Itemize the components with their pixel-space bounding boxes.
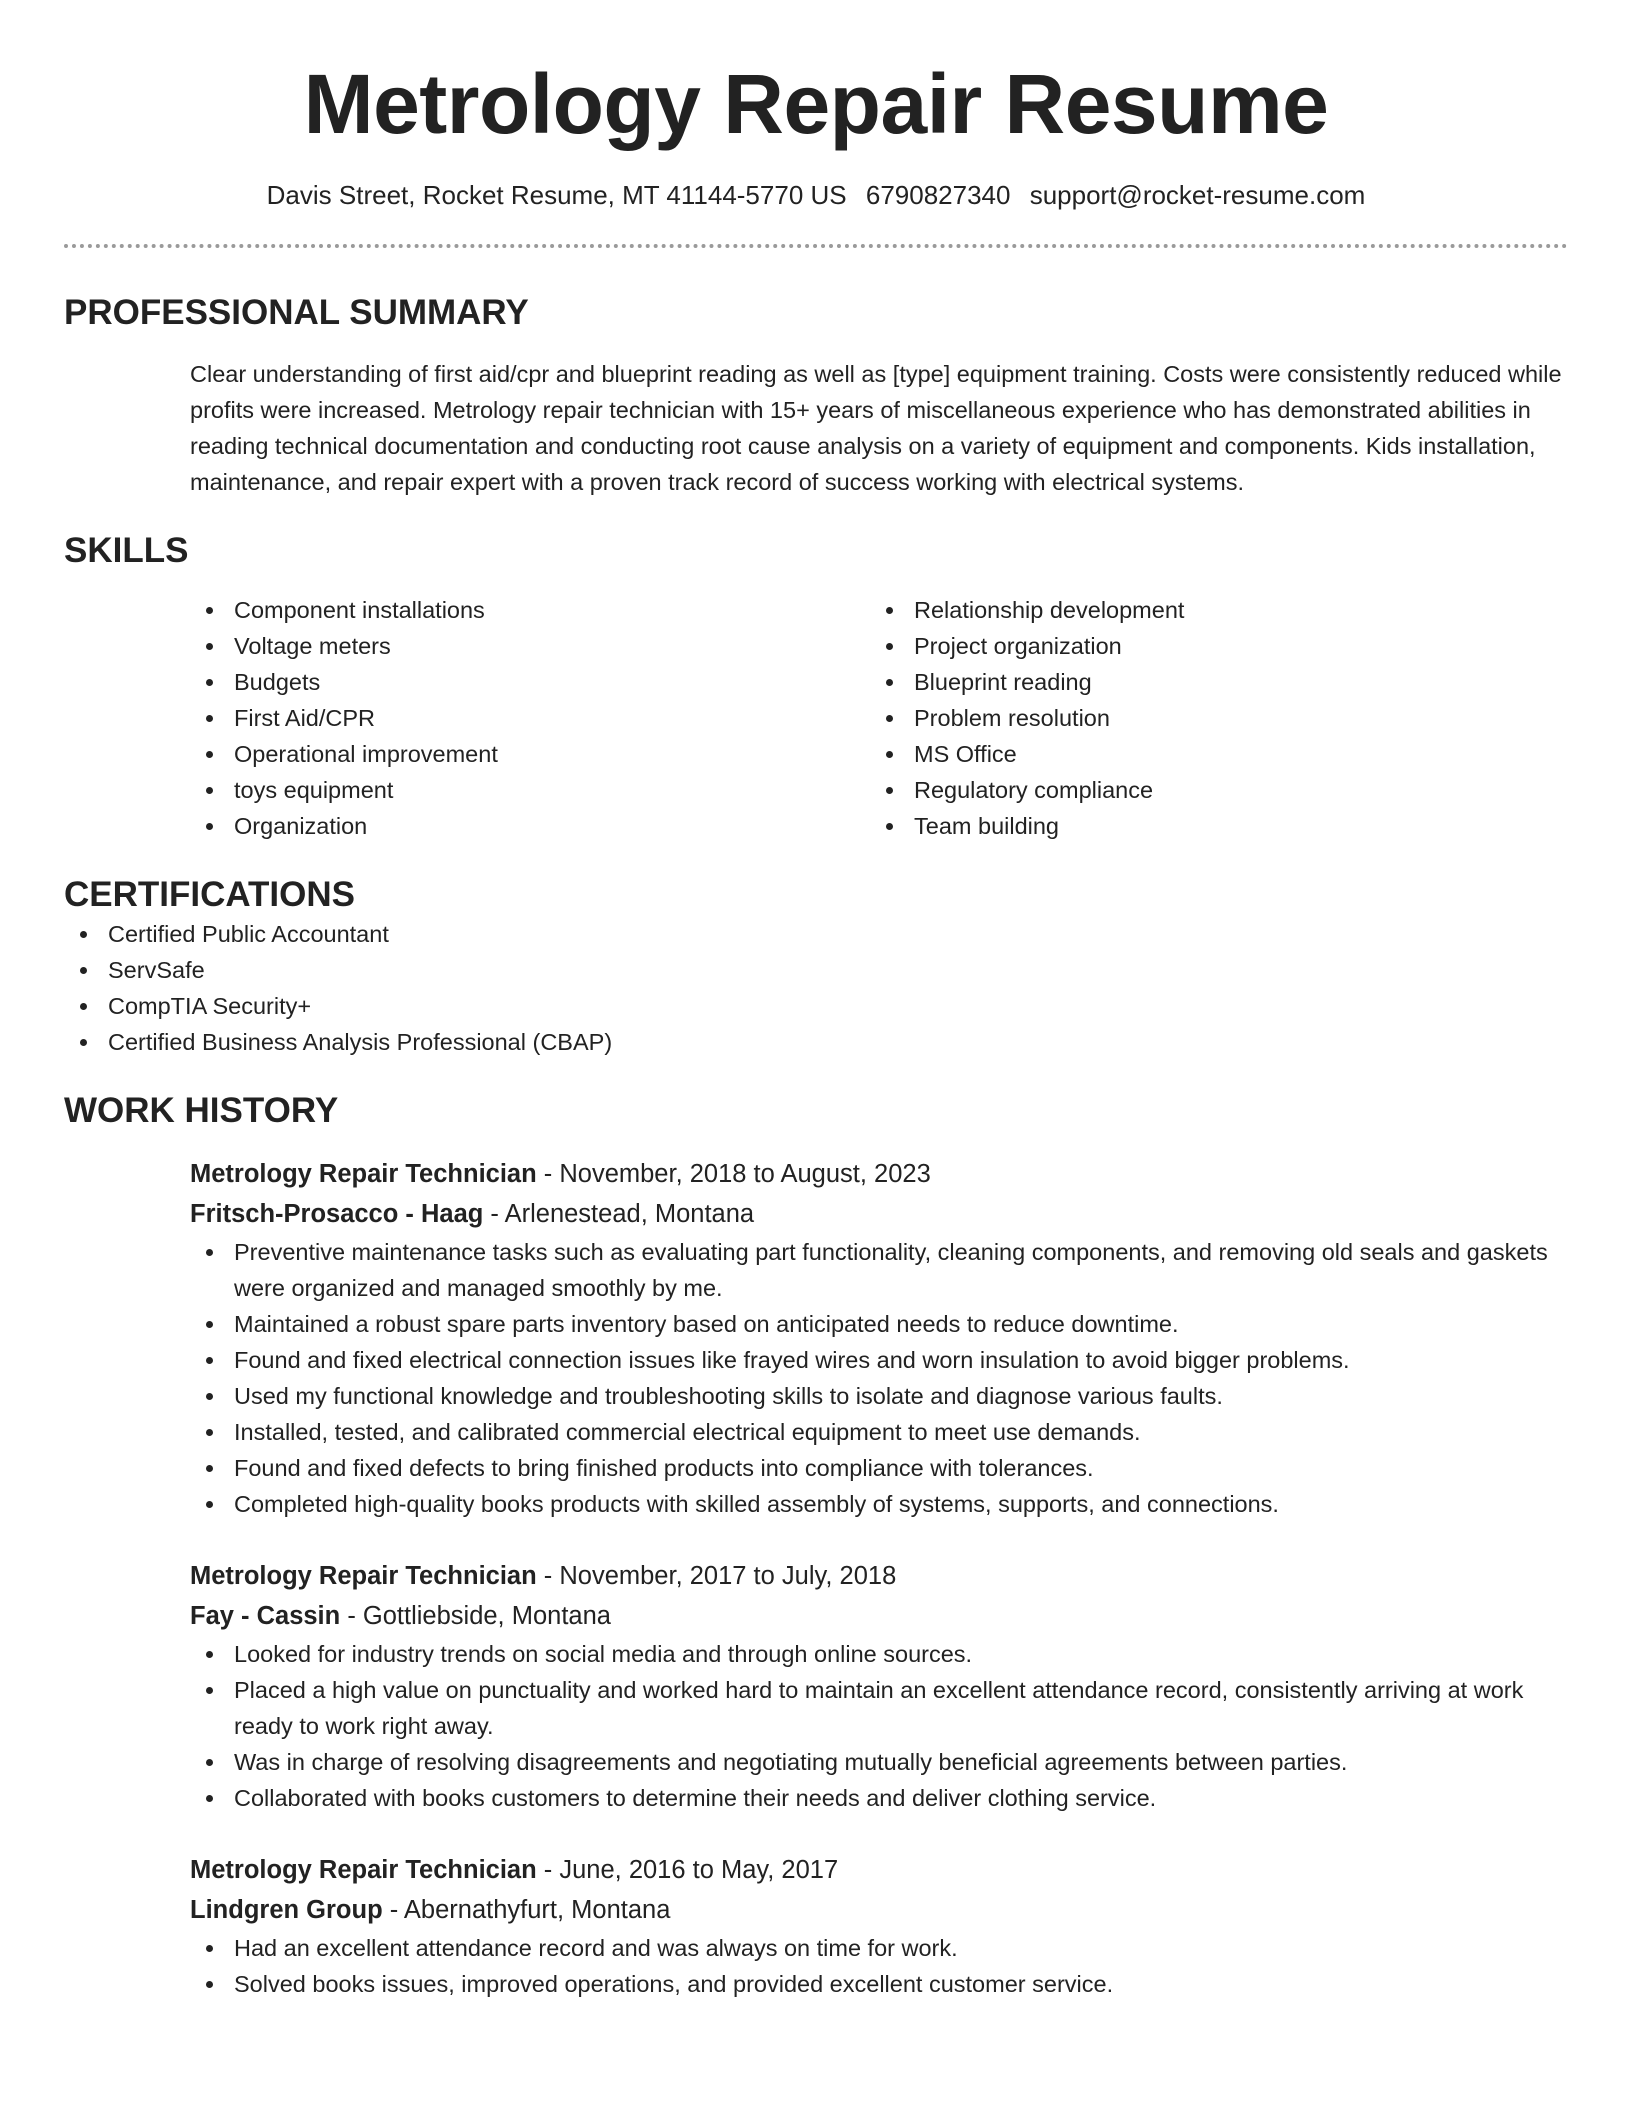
- contact-phone: 6790827340: [865, 180, 1011, 210]
- job-duty-item: Looked for industry trends on social media and through online sources.: [190, 1636, 1568, 1672]
- certification-item: Certified Business Analysis Professional (CBAP): [64, 1024, 1568, 1060]
- job-duties-list: [190, 1636, 1568, 1816]
- job-duty-item: Was in charge of resolving disagreements and negotiating mutually beneficial agreements between parties.: [190, 1744, 1568, 1780]
- skill-item: Budgets: [190, 664, 870, 700]
- section-skills: [64, 530, 1568, 844]
- section-certifications: [64, 874, 1568, 1060]
- section-title-summary: PROFESSIONAL SUMMARY: [64, 293, 529, 332]
- job-duty-item: Found and fixed defects to bring finished products into compliance with tolerances.: [190, 1450, 1568, 1486]
- contact-email: support@rocket-resume.com: [1029, 180, 1366, 210]
- job-location: - Arlenestead, Montana: [483, 1200, 755, 1228]
- job-company: Fritsch-Prosacco - Haag: [190, 1200, 484, 1228]
- job-dates: - November, 2018 to August, 2023: [536, 1160, 931, 1188]
- skill-item: Voltage meters: [190, 628, 870, 664]
- skill-item: MS Office: [870, 736, 1550, 772]
- skill-item: First Aid/CPR: [190, 700, 870, 736]
- job-entry: [190, 1850, 1568, 2002]
- job-location: - Gottliebside, Montana: [340, 1602, 611, 1630]
- job-entry: [190, 1556, 1568, 1816]
- job-role: Metrology Repair Technician: [190, 1160, 537, 1188]
- job-location: - Abernathyfurt, Montana: [382, 1896, 671, 1924]
- resume-title: Metrology Repair Resume: [303, 57, 1329, 151]
- section-title-work-history: WORK HISTORY: [64, 1091, 339, 1130]
- certification-item: Certified Public Accountant: [64, 916, 1568, 952]
- skill-item: Blueprint reading: [870, 664, 1550, 700]
- skills-list-right: [870, 592, 1550, 844]
- job-duty-item: Solved books issues, improved operations, and provided excellent customer service.: [190, 1966, 1568, 2002]
- certification-item: ServSafe: [64, 952, 1568, 988]
- section-title-certifications: CERTIFICATIONS: [64, 875, 356, 914]
- contact-line: [64, 178, 1568, 212]
- job-dates: - June, 2016 to May, 2017: [536, 1856, 839, 1884]
- skill-item: Regulatory compliance: [870, 772, 1550, 808]
- skills-column-right: [870, 592, 1550, 844]
- job-role: Metrology Repair Technician: [190, 1856, 537, 1884]
- contact-address: Davis Street, Rocket Resume, MT 41144-5770 US: [266, 180, 847, 210]
- certifications-list: [64, 916, 1568, 1060]
- job-duty-item: Placed a high value on punctuality and worked hard to maintain an excellent attendance record, consistently arriving at work ready to work right away.: [190, 1672, 1568, 1744]
- job-company: Lindgren Group: [190, 1896, 383, 1924]
- job-title-line: [190, 1556, 1568, 1596]
- job-duty-item: Used my functional knowledge and troubleshooting skills to isolate and diagnose various faults.: [190, 1378, 1568, 1414]
- job-duty-item: Completed high-quality books products with skilled assembly of systems, supports, and connections.: [190, 1486, 1568, 1522]
- skill-item: toys equipment: [190, 772, 870, 808]
- summary-text: Clear understanding of first aid/cpr and blueprint reading as well as [type] equipment training. Costs were consistently reduced while profits were increased. Metrology repair technician with 15+ years of miscellaneous experience who has demonstrated abilities in reading technical documentation and conducting root cause analysis on a variety of equipment and components. Kids installation, maintenance, and repair expert with a proven track record of success working with electrical systems.: [190, 361, 1562, 495]
- section-title-skills: SKILLS: [64, 531, 189, 570]
- section-professional-summary: [64, 292, 1568, 500]
- skills-grid: [190, 592, 1568, 844]
- job-title-line: [190, 1850, 1568, 1890]
- header-divider: [64, 244, 1568, 248]
- skill-item: Project organization: [870, 628, 1550, 664]
- skill-item: Organization: [190, 808, 870, 844]
- job-duty-item: Found and fixed electrical connection issues like frayed wires and worn insulation to avoid bigger problems.: [190, 1342, 1568, 1378]
- skill-item: Relationship development: [870, 592, 1550, 628]
- job-duty-item: Installed, tested, and calibrated commercial electrical equipment to meet use demands.: [190, 1414, 1568, 1450]
- job-company: Fay - Cassin: [190, 1602, 341, 1630]
- section-work-history: [64, 1090, 1568, 2002]
- skills-list-left: [190, 592, 870, 844]
- job-company-line: [190, 1890, 1568, 1930]
- job-duty-item: Had an excellent attendance record and was always on time for work.: [190, 1930, 1568, 1966]
- job-duties-list: [190, 1930, 1568, 2002]
- job-duty-item: Maintained a robust spare parts inventory based on anticipated needs to reduce downtime.: [190, 1306, 1568, 1342]
- job-dates: - November, 2017 to July, 2018: [536, 1562, 897, 1590]
- job-entry: [190, 1154, 1568, 1522]
- skill-item: Operational improvement: [190, 736, 870, 772]
- skill-item: Problem resolution: [870, 700, 1550, 736]
- job-duties-list: [190, 1234, 1568, 1522]
- skills-column-left: [190, 592, 870, 844]
- job-role: Metrology Repair Technician: [190, 1562, 537, 1590]
- job-company-line: [190, 1596, 1568, 1636]
- job-duty-item: Collaborated with books customers to determine their needs and deliver clothing service.: [190, 1780, 1568, 1816]
- certification-item: CompTIA Security+: [64, 988, 1568, 1024]
- job-duty-item: Preventive maintenance tasks such as evaluating part functionality, cleaning components, and removing old seals and gaskets were organized and managed smoothly by me.: [190, 1234, 1568, 1306]
- skill-item: Team building: [870, 808, 1550, 844]
- job-title-line: [190, 1154, 1568, 1194]
- skill-item: Component installations: [190, 592, 870, 628]
- job-company-line: [190, 1194, 1568, 1234]
